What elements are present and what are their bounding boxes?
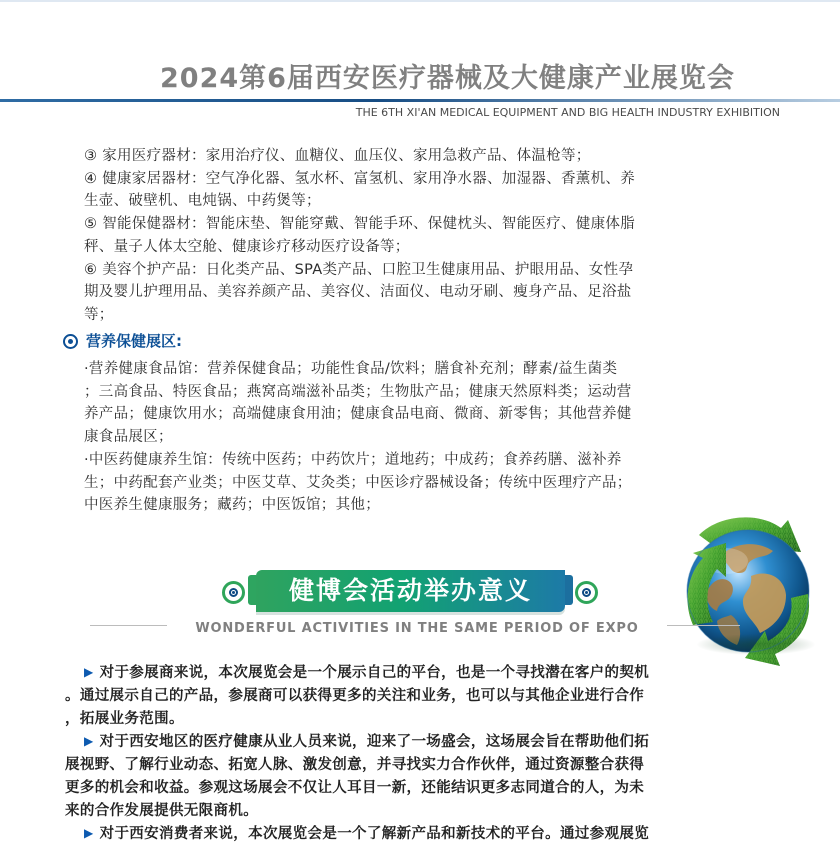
traditional-medicine-line-3: 中医养生健康服务；藏药；中医饭馆；其他；	[84, 497, 380, 514]
exhibitor-paragraph-line-1	[65, 662, 800, 685]
traditional-medicine-line-1: ·中医药健康养生馆：传统中医药；中药饮片；道地药；中成药；食养药膳、滋补养	[84, 451, 622, 468]
nutrition-line-3: 养产品；健康饮用水；高端健康食用油；健康食品电商、微商、新零售；其他营养健	[84, 406, 632, 423]
earth-globe-icon	[662, 503, 840, 673]
target-icon	[63, 334, 78, 349]
product-line-beauty-care-3: 等；	[84, 306, 114, 323]
target-icon	[222, 581, 245, 604]
exhibitor-paragraph-line-3: ，拓展业务范围。	[65, 711, 184, 727]
globe-shadow	[697, 634, 815, 655]
product-line-home-health-1: ④ 健康家居器材：空气净化器、氢水杯、富氢机、家用净水器、加湿器、香薰机、养	[84, 170, 636, 187]
professional-line-1-text: 对于西安地区的医疗健康从业人员来说，迎来了一场盛会，这场展会旨在帮助他们拓	[99, 734, 650, 750]
triangle-icon: ▶	[84, 734, 94, 748]
consumer-paragraph-line-1	[65, 823, 800, 846]
page-subtitle: THE 6TH XI'AN MEDICAL EQUIPMENT AND BIG HEALTH INDUSTRY EXHIBITION	[355, 106, 780, 119]
nutrition-line-2: ；三高食品、特医食品；燕窝高端滋补品类；生物肽产品；健康天然原料类；运动营	[84, 383, 632, 400]
product-line-home-health-2: 生壶、破壁机、电炖锅、中药煲等；	[84, 193, 321, 210]
exhibitor-line-1-text: 对于参展商来说，本次展览会是一个展示自己的平台，也是一个寻找潜在客户的契机	[99, 665, 650, 681]
consumer-line-1-text: 对于西安消费者来说，本次展览会是一个了解新产品和新技术的平台。通过参观展览	[99, 826, 650, 842]
activity-title-text: 健博会活动举办意义	[288, 576, 532, 605]
product-line-beauty-care-2: 期及婴儿护理用品、美容养颜产品、美容仪、洁面仪、电动牙刷、瘦身产品、足浴盐	[84, 284, 632, 301]
professional-paragraph-line-4: 来的合作发展提供无限商机。	[65, 803, 259, 819]
activity-section-title	[222, 565, 602, 617]
nutrition-heading-text: 营养保健展区:	[86, 332, 182, 350]
activity-section-subtitle: WONDERFUL ACTIVITIES IN THE SAME PERIOD OF EXPO	[167, 620, 667, 638]
nutrition-exhibit-list	[84, 358, 776, 517]
nutrition-line-4: 康食品展区；	[84, 429, 173, 446]
product-line-beauty-care-1: ⑥ 美容个护产品：日化类产品、SPA类产品、口腔卫生健康用品、护眼用品、女性孕	[84, 261, 634, 278]
activity-significance-text	[65, 662, 800, 846]
product-line-smart-care-1: ⑤ 智能保健器材：智能床垫、智能穿戴、智能手环、保健枕头、智能医疗、健康体脂	[84, 216, 636, 233]
top-divider	[0, 0, 840, 2]
nutrition-line-1: ·营养健康食品馆：营养保健食品；功能性食品/饮料；膳食补充剂；酵素/益生菌类	[84, 361, 618, 377]
product-line-smart-care-2: 秤、量子人体太空舱、健康诊疗移动医疗设备等；	[84, 238, 410, 255]
target-icon	[575, 581, 598, 604]
professional-paragraph-line-3: 更多的机会和收益。参观这场展会不仅让人耳目一新，还能结识更多志同道合的人，为未	[65, 780, 645, 796]
triangle-icon: ▶	[84, 826, 94, 840]
product-category-list	[84, 145, 784, 327]
professional-paragraph-line-2: 展视野、了解行业动态、拓宽人脉、激发创意，并寻找实力合作伙伴，通过资源整合获得	[65, 757, 645, 773]
page-title: 2024第6届西安医疗器械及大健康产业展览会	[160, 63, 735, 94]
header-blue-rule	[0, 99, 840, 102]
professional-paragraph-line-1	[65, 731, 800, 754]
nutrition-section-heading	[63, 330, 182, 352]
triangle-icon: ▶	[84, 665, 94, 679]
product-line-home-medical: ③ 家用医疗器材：家用治疗仪、血糖仪、血压仪、家用急救产品、体温枪等；	[84, 148, 591, 164]
exhibitor-paragraph-line-2: 。通过展示自己的产品，参展商可以获得更多的关注和业务，也可以与其他企业进行合作	[65, 688, 645, 704]
traditional-medicine-line-2: 生；中药配套产业类；中医艾草、艾灸类；中医诊疗器械设备；传统中医理疗产品；	[84, 474, 632, 491]
